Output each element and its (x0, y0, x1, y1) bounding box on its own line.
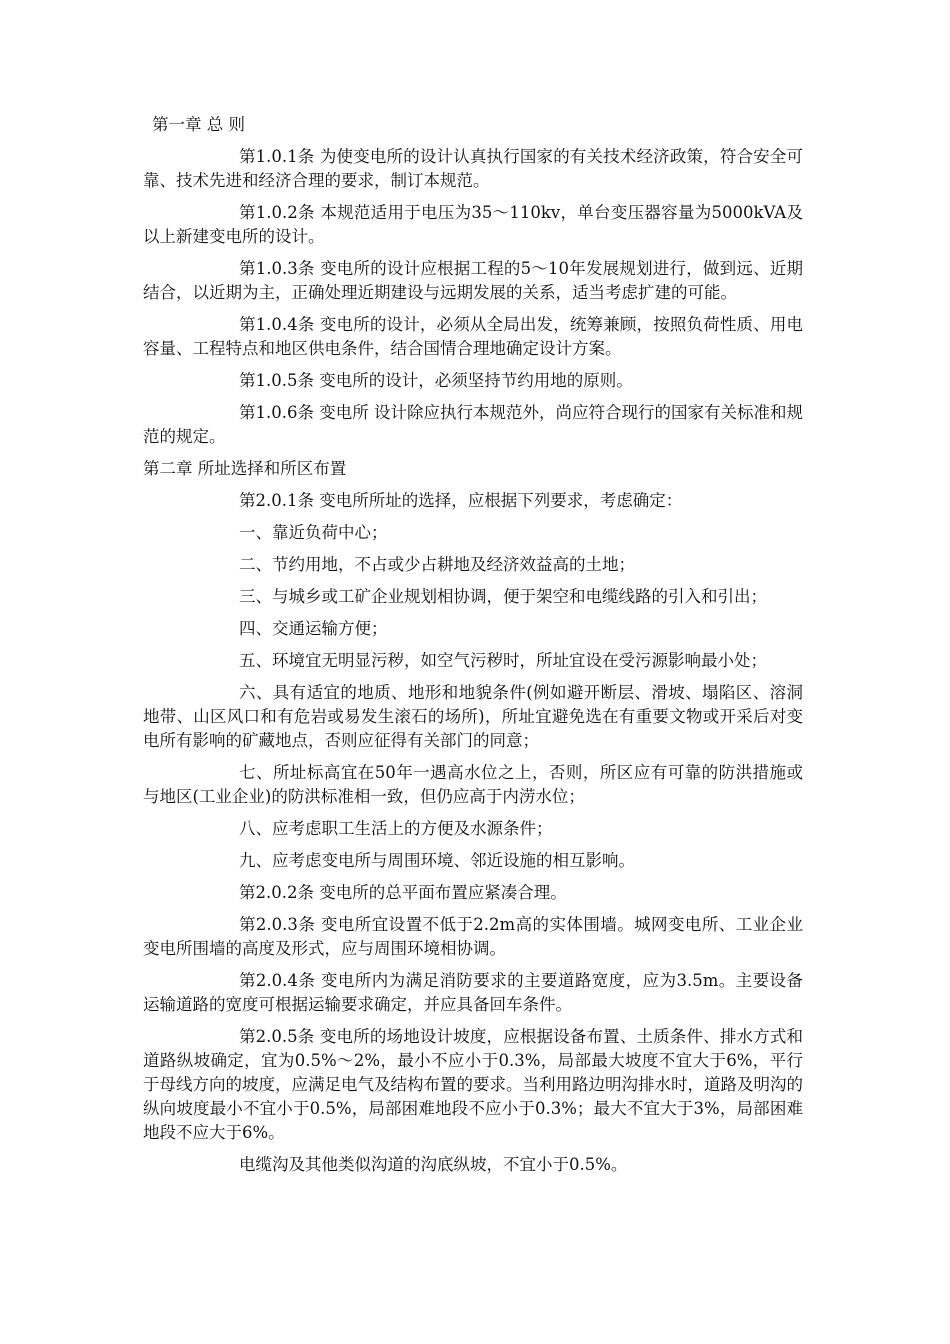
clause-1-0-6: 第1.0.6条 变电所 设计除应执行本规范外，尚应符合现行的国家有关标准和规范的规定。 (143, 403, 803, 446)
clause-1-0-2: 第1.0.2条 本规范适用于电压为35～110kv，单台变压器容量为5000kVA及以上新建变电所的设计。 (143, 203, 803, 246)
list-item-5: 五、环境宜无明显污秽，如空气污秽时，所址宜设在受污源影响最小处； (239, 651, 767, 670)
clause-2-0-1: 第2.0.1条 变电所所址的选择，应根据下列要求，考虑确定： (239, 491, 683, 510)
clause-2-0-4: 第2.0.4条 变电所内为满足消防要求的主要道路宽度，应为3.5m。主要设备运输道路的宽度可根据运输要求确定，并应具备回车条件。 (143, 971, 803, 1014)
list-item-1: 一、靠近负荷中心； (239, 523, 388, 542)
clause-1-0-1: 第1.0.1条 为使变电所的设计认真执行国家的有关技术经济政策，符合安全可靠、技术先进和经济合理的要求，制订本规范。 (143, 147, 803, 190)
clause-1-0-4: 第1.0.4条 变电所的设计，必须从全局出发，统筹兼顾，按照负荷性质、用电容量、工程特点和地区供电条件，结合国情合理地确定设计方案。 (143, 315, 803, 358)
list-item-6: 六、具有适宜的地质、地形和地貌条件(例如避开断层、滑坡、塌陷区、溶洞地带、山区风口和有危岩或易发生滚石的场所)，所址宜避免选在有重要文物或开采后对变电所有影响的矿藏地点，否则应征得有关部门的同意； (143, 683, 803, 750)
clause-2-0-5: 第2.0.5条 变电所的场地设计坡度，应根据设备布置、土质条件、排水方式和道路纵坡确定，宜为0.5%～2%，最小不应小于0.3%，局部最大坡度不宜大于6%，平行于母线方向的坡度，应满足电气及结构布置的要求。当利用路边明沟排水时，道路及明沟的纵向坡度最小不宜小于0.5%，局部困难地段不应小于0.3%；最大不宜大于3%，局部困难地段不应大于6%。 (143, 1027, 803, 1142)
list-item-9: 九、应考虑变电所与周围环境、邻近设施的相互影响。 (239, 851, 635, 870)
list-item-7: 七、所址标高宜在50年一遇高水位之上，否则，所区应有可靠的防洪措施或与地区(工业企业)的防洪标准相一致，但仍应高于内涝水位； (143, 763, 803, 806)
chapter-2-title: 第二章 所址选择和所区布置 (143, 459, 347, 478)
chapter-1-title: 第一章 总 则 (152, 115, 245, 134)
clause-2-0-5-note: 电缆沟及其他类似沟道的沟底纵坡，不宜小于0.5%。 (239, 1155, 628, 1174)
clause-2-0-3: 第2.0.3条 变电所宜设置不低于2.2m高的实体围墙。城网变电所、工业企业变电所围墙的高度及形式，应与周围环境相协调。 (143, 915, 803, 958)
list-item-8: 八、应考虑职工生活上的方便及水源条件； (239, 819, 553, 838)
document-body (143, 113, 803, 1185)
clause-1-0-5: 第1.0.5条 变电所的设计，必须坚持节约用地的原则。 (239, 371, 633, 390)
list-item-3: 三、与城乡或工矿企业规划相协调，便于架空和电缆线路的引入和引出； (239, 587, 767, 606)
list-item-2: 二、节约用地，不占或少占耕地及经济效益高的土地； (239, 555, 635, 574)
list-item-4: 四、交通运输方便； (239, 619, 388, 638)
clause-2-0-2: 第2.0.2条 变电所的总平面布置应紧凑合理。 (239, 883, 567, 902)
clause-1-0-3: 第1.0.3条 变电所的设计应根据工程的5～10年发展规划进行，做到远、近期结合，以近期为主，正确处理近期建设与远期发展的关系，适当考虑扩建的可能。 (143, 259, 803, 302)
